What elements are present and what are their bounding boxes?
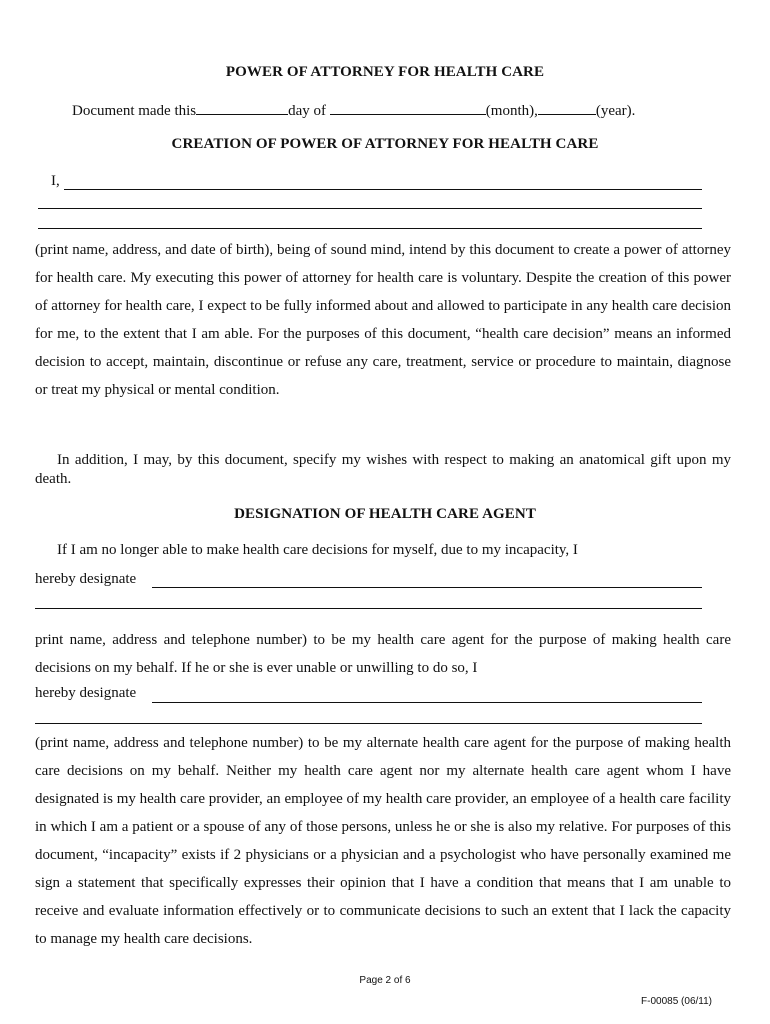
hereby-designate-label-1: hereby designate [35, 571, 137, 587]
alternate-line-1[interactable] [152, 702, 702, 703]
year-blank[interactable] [538, 100, 596, 115]
alternate-line-2[interactable] [35, 723, 702, 724]
day-of-label: day of [288, 103, 327, 119]
form-number: F-00085 (06/11) [641, 996, 712, 1007]
name-line-3[interactable] [38, 228, 702, 229]
day-blank[interactable] [196, 100, 288, 115]
anatomical-gift-paragraph: In addition, I may, by this document, specify my wishes with respect to making an anatomical gift upon my death. [35, 452, 731, 487]
designation-intro: If I am no longer able to make health care decisions for myself, due to my incapacity, I [57, 542, 578, 558]
alternate-paragraph: (print name, address and telephone number) to be my alternate health care agent for the purpose of making health care decisions on my behalf. Neither my health care agent nor my alternate health care agent whom I have designated is my health care provider, an employee of my health care provider, an employee of a health care facility in which I am a patient or a spouse of any of those persons, unless he or she is also my relative. For purposes of this document, “incapacity” exists if 2 physicians or a physician and a psychologist who have personally examined me sign a statement that specifically expresses their opinion that I have a condition that means that I am unable to receive and evaluate information effectively or to communicate decisions to such an extent that I lack the capacity to manage my health care decisions. [35, 735, 731, 947]
creation-heading: CREATION OF POWER OF ATTORNEY FOR HEALTH CARE [171, 136, 599, 152]
agent-line-1[interactable] [152, 587, 702, 588]
name-line-1[interactable] [64, 189, 702, 190]
month-blank[interactable] [330, 100, 486, 115]
document-made-line [72, 100, 635, 120]
document-title: POWER OF ATTORNEY FOR HEALTH CARE [225, 64, 545, 80]
agent-line-2[interactable] [35, 608, 702, 609]
agent-paragraph: print name, address and telephone number) to be my health care agent for the purpose of making health care decisions on my behalf. If he or she is ever unable or unwilling to do so, I [35, 632, 731, 676]
name-line-2[interactable] [38, 208, 702, 209]
document-made-prefix: Document made this [72, 103, 197, 119]
page-number: Page 2 of 6 [359, 975, 411, 986]
year-label: (year). [595, 103, 636, 119]
hereby-designate-label-2: hereby designate [35, 685, 137, 701]
designation-heading: DESIGNATION OF HEALTH CARE AGENT [234, 506, 536, 522]
creation-paragraph: (print name, address, and date of birth), being of sound mind, intend by this document to create a power of attorney for health care. My executing this power of attorney for health care is voluntary. Despite the creation of this power of attorney for health care, I expect to be fully informed about and allowed to participate in any health care decision for me, to the extent that I am able. For the purposes of this document, “health care decision” means an informed decision to accept, maintain, discontinue or refuse any care, treatment, service or procedure to maintain, diagnose or treat my physical or mental condition. [35, 242, 731, 398]
i-label: I, [51, 173, 60, 189]
month-label: (month), [485, 103, 538, 119]
